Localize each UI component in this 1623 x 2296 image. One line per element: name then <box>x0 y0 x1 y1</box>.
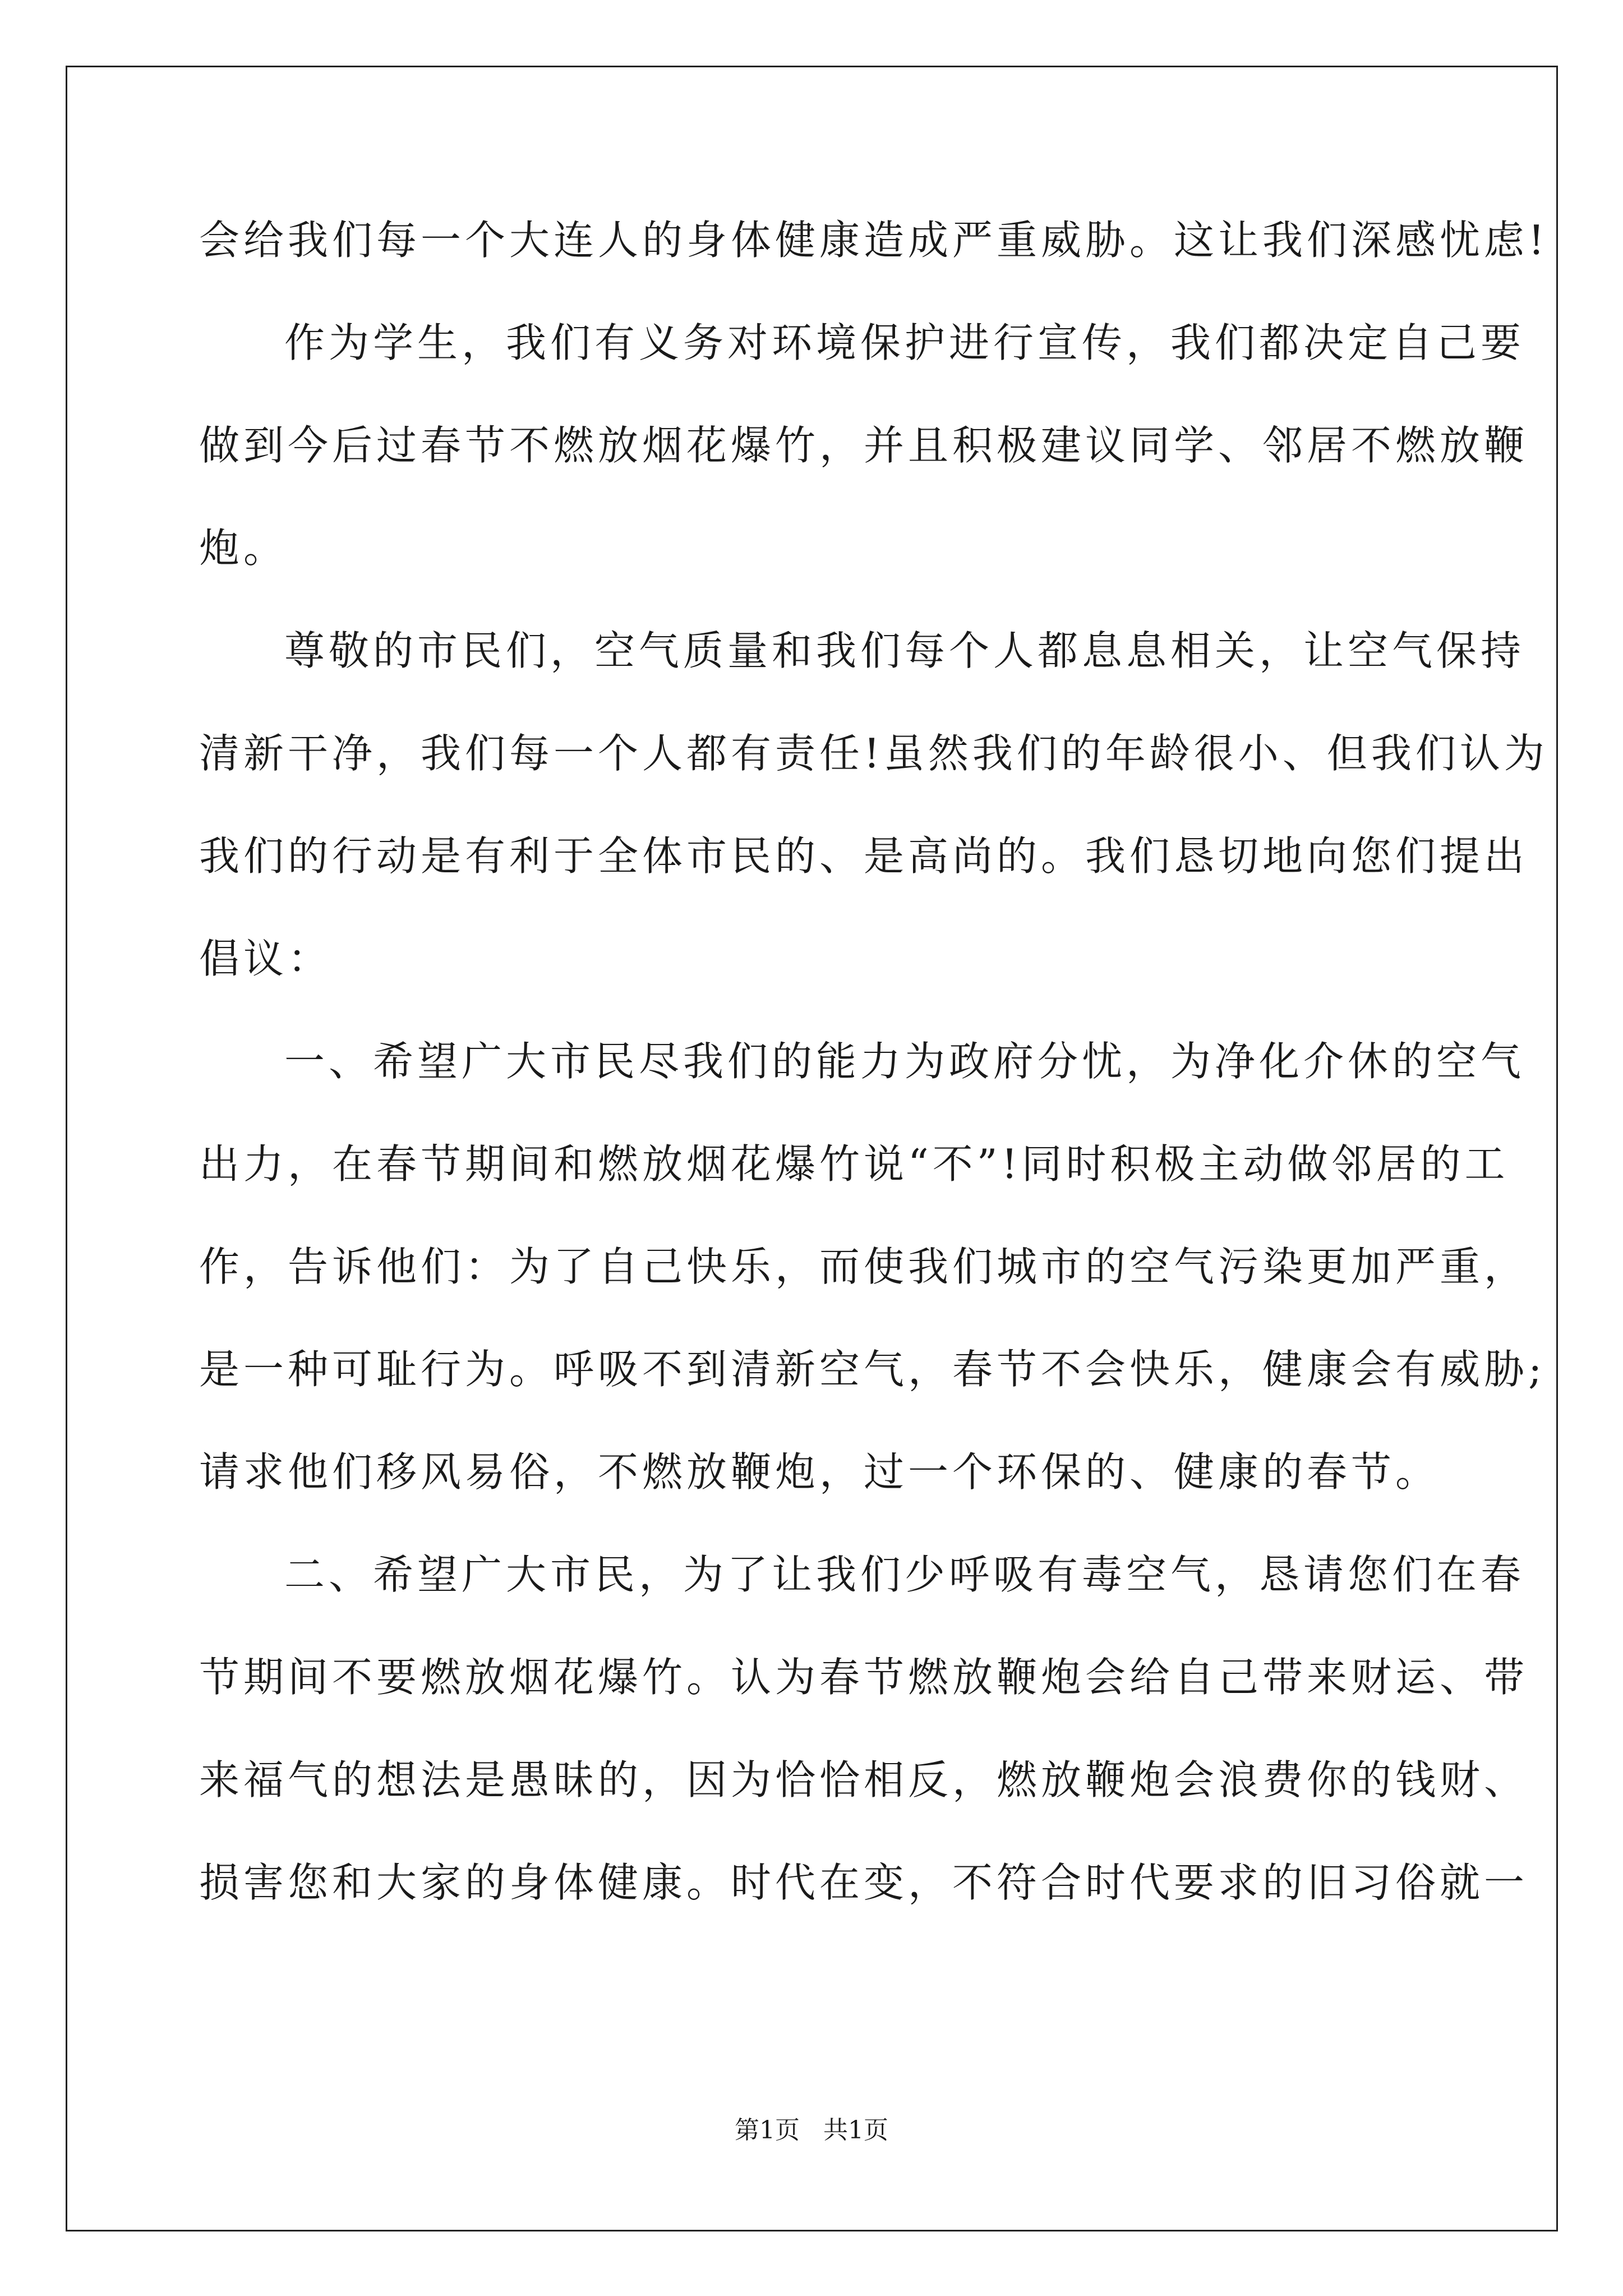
paragraph-start-line: 尊敬的市民们，空气质量和我们每个人都息息相关，让空气保持 <box>284 627 1525 674</box>
text-line: 来福气的想法是愚昧的，因为恰恰相反，燃放鞭炮会浪费你的钱财、 <box>199 1756 1529 1803</box>
page-number-footer: 第1页 共1页 <box>735 2116 888 2145</box>
text-line: 炮。 <box>199 524 288 572</box>
text-line: 作，告诉他们：为了自己快乐，而使我们城市的空气污染更加严重， <box>199 1243 1529 1290</box>
text-line: 损害您和大家的身体健康。时代在变，不符合时代要求的旧习俗就一 <box>199 1859 1529 1906</box>
text-line: 倡议： <box>199 935 333 982</box>
text-line: 我们的行动是有利于全体市民的、是高尚的。我们恳切地向您们提出 <box>199 832 1529 880</box>
paragraph-start-line: 作为学生，我们有义务对环境保护进行宣传，我们都决定自己要 <box>284 319 1525 366</box>
text-line: 出力，在春节期间和燃放烟花爆竹说“不”!同时积极主动做邻居的工 <box>199 1140 1509 1188</box>
paragraph-start-line: 二、希望广大市民，为了让我们少呼吸有毒空气，恳请您们在春 <box>284 1551 1525 1598</box>
text-line: 是一种可耻行为。呼吸不到清新空气，春节不会快乐，健康会有威胁; <box>199 1346 1546 1393</box>
text-line: 会给我们每一个大连人的身体健康造成严重威胁。这让我们深感忧虑! <box>199 217 1548 264</box>
text-line: 清新干净，我们每一个人都有责任!虽然我们的年龄很小、但我们认为 <box>199 730 1548 777</box>
text-line: 做到今后过春节不燃放烟花爆竹，并且积极建议同学、邻居不燃放鞭 <box>199 422 1529 469</box>
text-line: 节期间不要燃放烟花爆竹。认为春节燃放鞭炮会给自己带来财运、带 <box>199 1654 1529 1701</box>
document-body <box>199 212 1548 1957</box>
text-line: 请求他们移风易俗，不燃放鞭炮，过一个环保的、健康的春节。 <box>199 1448 1440 1496</box>
paragraph-start-line: 一、希望广大市民尽我们的能力为政府分忧，为净化介休的空气 <box>284 1038 1525 1085</box>
